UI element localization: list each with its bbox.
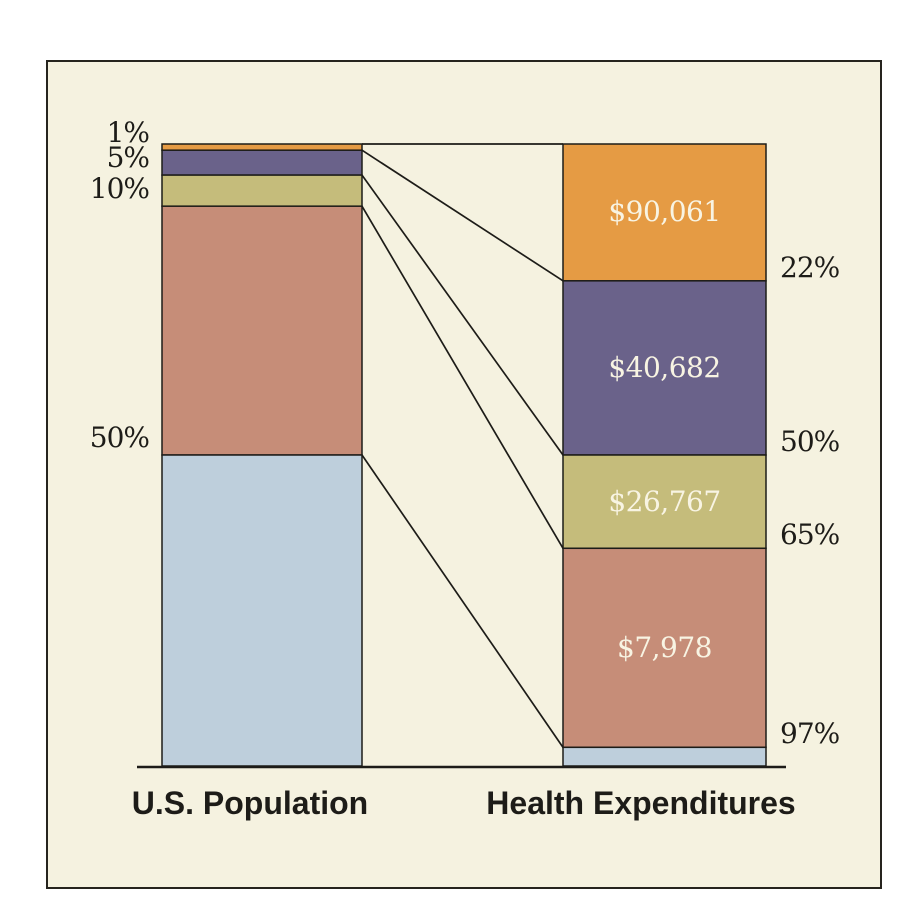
expenditures-tick-label: 22% — [780, 250, 840, 284]
expenditures-tick-label: 97% — [780, 717, 840, 751]
expenditure-value-label: $90,061 — [608, 195, 721, 229]
expenditures-axis-label: Health Expenditures — [486, 785, 796, 821]
population-tick-label: 5% — [106, 141, 149, 175]
expenditure-value-label: $26,767 — [608, 484, 721, 518]
expenditures-tick-label: 50% — [780, 425, 840, 458]
population-tick-label: 50% — [89, 421, 149, 454]
expenditure-value-label: $40,682 — [608, 350, 721, 384]
expenditures-tick-label: 65% — [780, 518, 840, 552]
population-tick-label: 1% — [106, 116, 149, 150]
population-axis-label: U.S. Population — [131, 785, 369, 821]
expenditure-value-label: $7,978 — [617, 630, 712, 664]
population-tick-label: 10% — [89, 172, 149, 206]
